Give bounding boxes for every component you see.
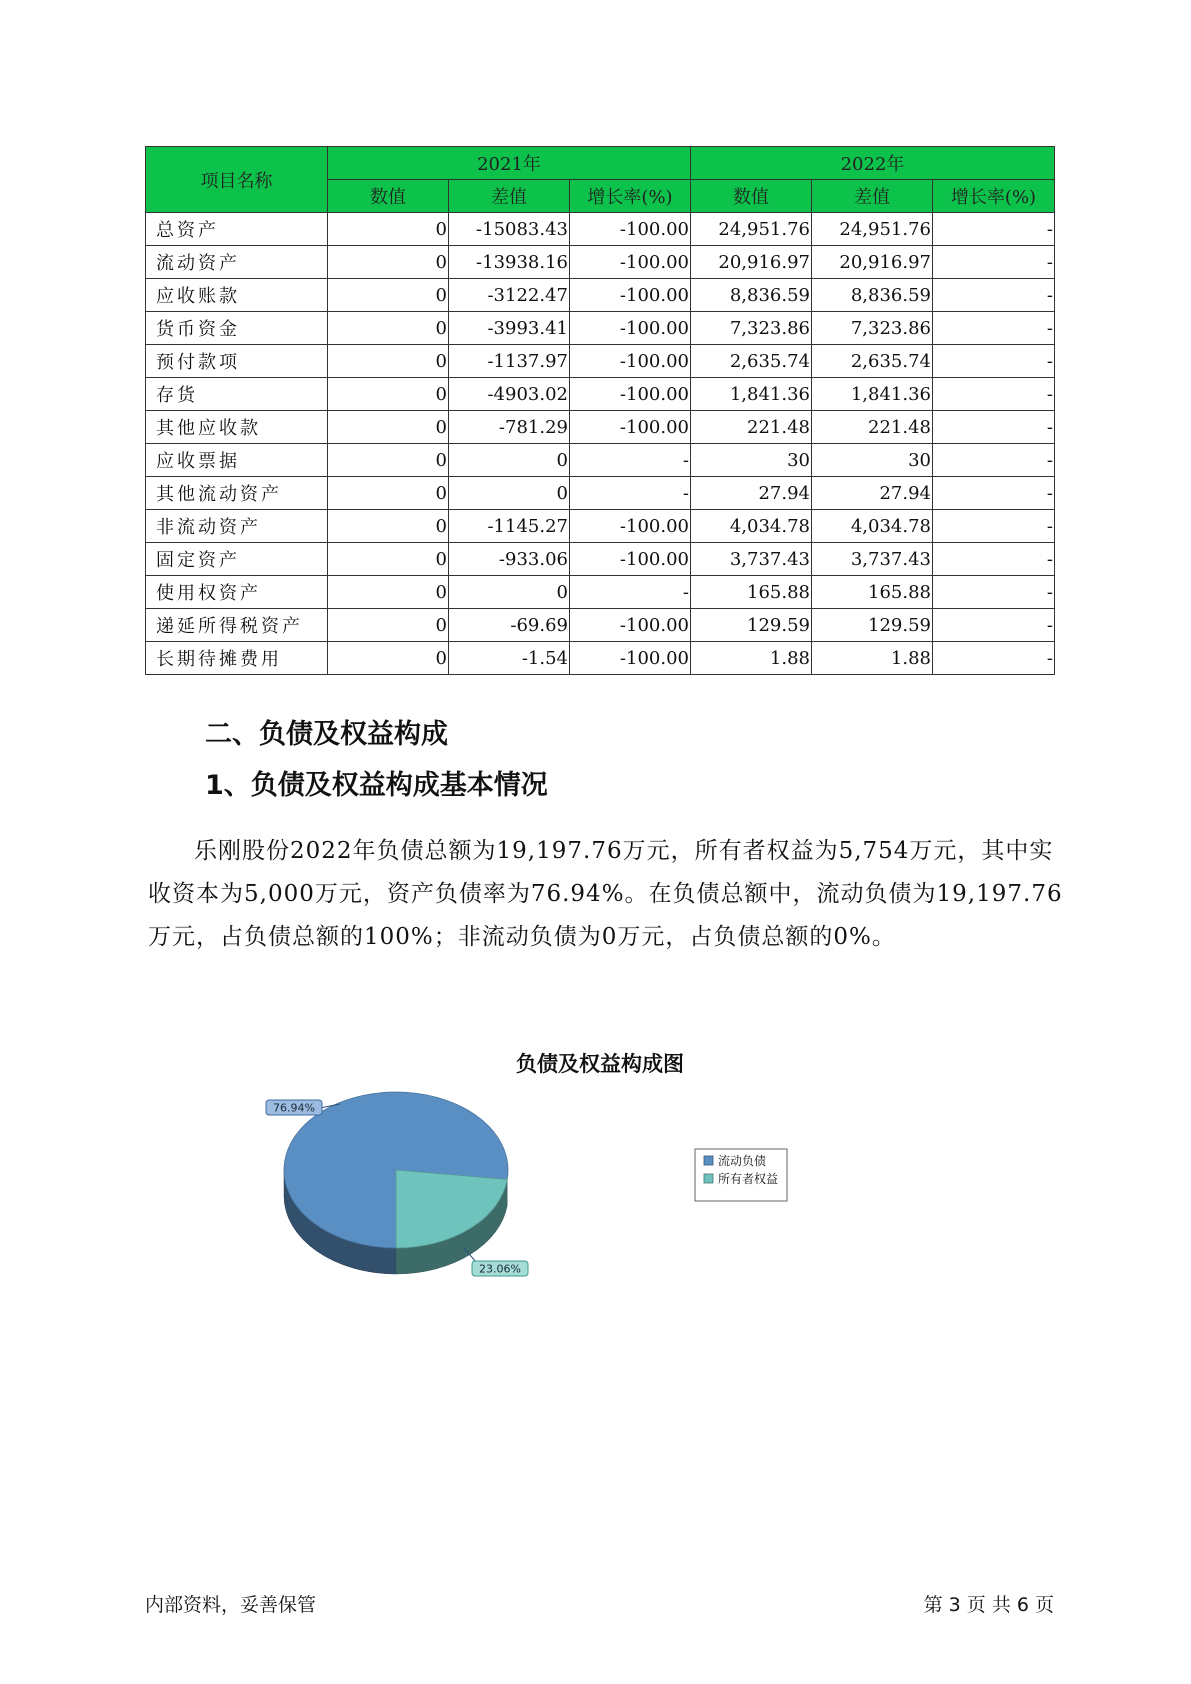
table-cell: -1145.27 [449, 510, 570, 543]
table-row [146, 642, 1055, 675]
table-row [146, 345, 1055, 378]
table-cell: - [933, 576, 1055, 609]
table-cell: 20,916.97 [691, 246, 812, 279]
table-cell: -69.69 [449, 609, 570, 642]
row-label: 流动资产 [146, 246, 328, 279]
table-cell: 2,635.74 [812, 345, 933, 378]
asset-table [145, 146, 1055, 675]
table-cell: 20,916.97 [812, 246, 933, 279]
row-label: 货币资金 [146, 312, 328, 345]
table-cell: 0 [328, 543, 449, 576]
table-row [146, 378, 1055, 411]
table-cell: 3,737.43 [691, 543, 812, 576]
footer-confidential: 内部资料，妥善保管 [145, 1594, 317, 1616]
table-cell: 2,635.74 [691, 345, 812, 378]
table-cell: -100.00 [570, 312, 691, 345]
row-label: 总资产 [146, 213, 328, 246]
table-cell: 0 [449, 576, 570, 609]
subsection-heading: 1、负债及权益构成基本情况 [205, 770, 548, 801]
table-cell: 221.48 [691, 411, 812, 444]
table-cell: 129.59 [691, 609, 812, 642]
row-label: 应收票据 [146, 444, 328, 477]
table-cell: 0 [328, 312, 449, 345]
table-cell: -100.00 [570, 642, 691, 675]
table-cell: - [933, 279, 1055, 312]
table-cell: - [933, 312, 1055, 345]
table-cell: - [570, 576, 691, 609]
table-cell: -3122.47 [449, 279, 570, 312]
header-diff-2021: 差值 [449, 180, 570, 213]
table-cell: 0 [328, 345, 449, 378]
row-label: 使用权资产 [146, 576, 328, 609]
table-cell: 0 [328, 246, 449, 279]
table-row [146, 279, 1055, 312]
table-row [146, 510, 1055, 543]
table-cell: - [933, 543, 1055, 576]
table-cell: 30 [812, 444, 933, 477]
table-row [146, 411, 1055, 444]
table-row [146, 246, 1055, 279]
table-cell: 0 [328, 444, 449, 477]
table-cell: -15083.43 [449, 213, 570, 246]
table-header [146, 147, 1055, 213]
table-cell: 165.88 [812, 576, 933, 609]
data-label: 76.94% [273, 1101, 315, 1115]
table-cell: 1,841.36 [691, 378, 812, 411]
chart-canvas [250, 1040, 950, 1360]
chart-title: 负债及权益构成图 [516, 1052, 684, 1076]
row-label: 固定资产 [146, 543, 328, 576]
table-cell: -4903.02 [449, 378, 570, 411]
table-cell: 7,323.86 [812, 312, 933, 345]
table-row [146, 444, 1055, 477]
table-cell: 4,034.78 [812, 510, 933, 543]
table-cell: -100.00 [570, 411, 691, 444]
table-cell: 3,737.43 [812, 543, 933, 576]
summary-paragraph: 乐刚股份2022年负债总额为19,197.76万元，所有者权益为5,754万元，其中实收资本为5,000万元，资产负债率为76.94%。在负债总额中，流动负债为19,197.76万元，占负债总额的100%；非流动负债为0万元，占负债总额的0%。 [148, 838, 1063, 950]
table-row [146, 213, 1055, 246]
row-label: 其他流动资产 [146, 477, 328, 510]
table-cell: - [933, 345, 1055, 378]
table-cell: 0 [328, 609, 449, 642]
table-cell: - [933, 246, 1055, 279]
table-cell: 0 [328, 279, 449, 312]
row-label: 应收账款 [146, 279, 328, 312]
row-label: 其他应收款 [146, 411, 328, 444]
table-cell: 4,034.78 [691, 510, 812, 543]
table-cell: 1.88 [812, 642, 933, 675]
row-label: 预付款项 [146, 345, 328, 378]
table-cell: - [933, 444, 1055, 477]
table-cell: 8,836.59 [691, 279, 812, 312]
table-cell: - [933, 378, 1055, 411]
table-cell: 0 [328, 213, 449, 246]
section-heading: 二、负债及权益构成 [205, 719, 448, 750]
table-cell: 1,841.36 [812, 378, 933, 411]
header-diff-2022: 差值 [812, 180, 933, 213]
legend-entry: 流动负债 [718, 1154, 767, 1168]
table-cell: -100.00 [570, 609, 691, 642]
table-cell: 8,836.59 [812, 279, 933, 312]
table-cell: -100.00 [570, 543, 691, 576]
legend-swatch [704, 1156, 713, 1165]
table-cell: -100.00 [570, 345, 691, 378]
table-cell: -781.29 [449, 411, 570, 444]
table-cell: 165.88 [691, 576, 812, 609]
table-cell: 27.94 [812, 477, 933, 510]
table-cell: -1137.97 [449, 345, 570, 378]
header-growth-2022: 增长率(%) [933, 180, 1055, 213]
table-cell: -13938.16 [449, 246, 570, 279]
table-cell: 0 [449, 477, 570, 510]
table-cell: -100.00 [570, 378, 691, 411]
table-cell: 24,951.76 [812, 213, 933, 246]
header-year-2021: 2021年 [328, 147, 691, 180]
table-row [146, 477, 1055, 510]
row-label: 非流动资产 [146, 510, 328, 543]
legend-entry: 所有者权益 [718, 1172, 779, 1186]
table-cell: 1.88 [691, 642, 812, 675]
table-cell: - [933, 609, 1055, 642]
row-label: 长期待摊费用 [146, 642, 328, 675]
table-cell: -933.06 [449, 543, 570, 576]
table-cell: -1.54 [449, 642, 570, 675]
table-cell: 129.59 [812, 609, 933, 642]
header-year-2022: 2022年 [691, 147, 1055, 180]
pie-chart [250, 1040, 950, 1360]
table-cell: 30 [691, 444, 812, 477]
row-label: 递延所得税资产 [146, 609, 328, 642]
table-cell: 0 [328, 510, 449, 543]
table-cell: 24,951.76 [691, 213, 812, 246]
table-cell: - [933, 411, 1055, 444]
table-cell: 221.48 [812, 411, 933, 444]
table-cell: -100.00 [570, 213, 691, 246]
table-row [146, 576, 1055, 609]
table-row [146, 312, 1055, 345]
table-body [146, 213, 1055, 675]
table-cell: 0 [328, 642, 449, 675]
header-name-col: 项目名称 [146, 147, 328, 213]
table-cell: - [570, 477, 691, 510]
header-value-2021: 数值 [328, 180, 449, 213]
table-cell: -100.00 [570, 510, 691, 543]
table-cell: - [933, 213, 1055, 246]
table-cell: -3993.41 [449, 312, 570, 345]
table-cell: - [933, 510, 1055, 543]
table-row [146, 543, 1055, 576]
footer-page-number: 第 3 页 共 6 页 [923, 1594, 1054, 1616]
legend-swatch [704, 1174, 713, 1183]
table-cell: -100.00 [570, 279, 691, 312]
table-cell: 0 [328, 477, 449, 510]
table-cell: - [570, 444, 691, 477]
row-label: 存货 [146, 378, 328, 411]
header-growth-2021: 增长率(%) [570, 180, 691, 213]
table-cell: 27.94 [691, 477, 812, 510]
table-cell: 7,323.86 [691, 312, 812, 345]
table-cell: 0 [328, 411, 449, 444]
table-cell: 0 [328, 378, 449, 411]
table-cell: 0 [449, 444, 570, 477]
table-cell: -100.00 [570, 246, 691, 279]
table-cell: - [933, 477, 1055, 510]
table-cell: - [933, 642, 1055, 675]
data-label: 23.06% [479, 1262, 521, 1276]
table-row [146, 609, 1055, 642]
header-value-2022: 数值 [691, 180, 812, 213]
table-cell: 0 [328, 576, 449, 609]
